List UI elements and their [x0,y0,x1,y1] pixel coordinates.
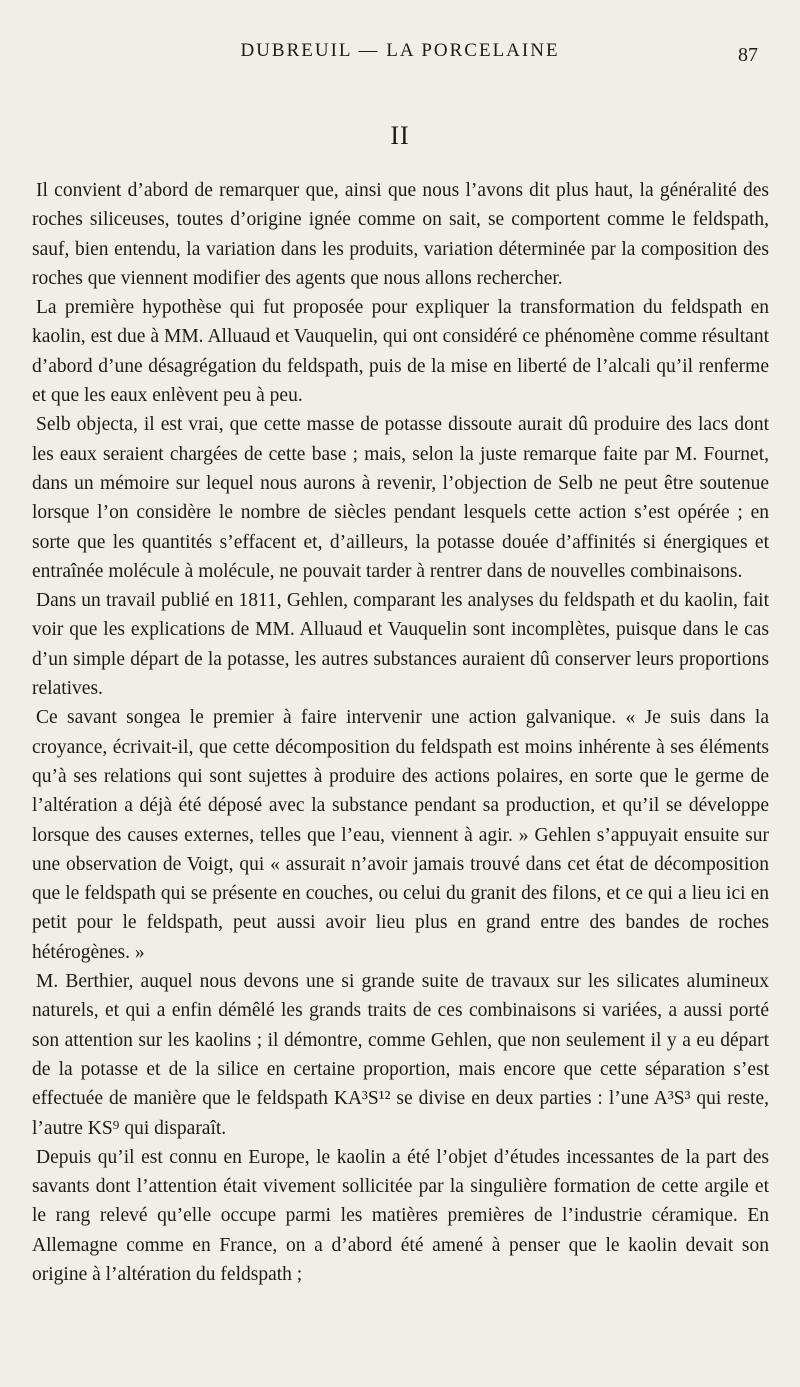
paragraph: Ce savant songea le premier à faire intervenir une action galvanique. « Je suis dans la croyance, écrivait-il, que cette décomposition du feldspath est moins inhérente à ses éléments qu’à ses relations qui sont sujettes à produire des actions polaires, en sorte que le germe de l’altération a déjà été déposé avec la substance pendant sa production, et qu’il se développe lorsque des causes externes, telles que l’eau, viennent à agir. » Gehlen s’appuyait ensuite sur une observation de Voigt, qui « assurait n’avoir jamais trouvé dans cet état de décomposition que le feldspath qui se présente en couches, ou celui du granit des filons, et ce qui a lieu ici en petit pour le feldspath, peut aussi avoir lieu plus en grand entre des bandes de roches hétérogènes. » [32,707,769,963]
running-head [0,40,800,70]
paragraph: M. Berthier, auquel nous devons une si grande suite de travaux sur les silicates alumineux naturels, et qui a enfin démêlé les grands traits de ces combinaisons si variées, a aussi porté son attention sur les kaolins ; il démontre, comme Gehlen, que non seulement il y a eu départ de la potasse et de la silice en certaine proportion, mais encore que cette séparation s’est effectuée de manière que le feldspath KA³S¹² se divise en deux parties : l’une A³S³ qui reste, l’autre KS⁹ qui disparaît. [32,971,769,1139]
paragraph: Depuis qu’il est connu en Europe, le kaolin a été l’objet d’études incessantes de la part des savants dont l’attention était vivement sollicitée par la singulière formation de cette argile et le rang relevé qu’elle occupe parmi les matières premières de l’industrie céramique. En Allemagne comme en France, on a d’abord été amené à penser que le kaolin devait son origine à l’altération du feldspath ; [32,1146,769,1285]
paragraph: Il convient d’abord de remarquer que, ainsi que nous l’avons dit plus haut, la généralité des roches siliceuses, toutes d’origine ignée comme on sait, se comportent comme le feldspath, sauf, bien entendu, la variation dans les produits, variation déterminée par la composition des roches que viennent modifier des agents que nous allons rechercher. [32,180,769,289]
body-text [32,176,769,1289]
page-number: 87 [738,44,758,66]
paragraph: La première hypothèse qui fut proposée pour expliquer la transformation du feldspath en kaolin, est due à MM. Alluaud et Vauquelin, qui ont considéré ce phénomène comme résultant d’abord d’une désagrégation du feldspath, puis de la mise en liberté de l’alcali qu’il renferme et que les eaux enlèvent peu à peu. [32,297,769,407]
paragraph: Selb objecta, il est vrai, que cette masse de potasse dissoute aurait dû produire des lacs dont les eaux seraient chargées de cette base ; mais, selon la juste remarque faite par M. Fournet, dans un mémoire sur lequel nous aurons à revenir, l’objection de Selb ne peut être soutenue lorsque l’on considère le nombre de siècles pendant lesquels cette action s’est opérée ; en sorte que les quantités s’effacent et, d’ailleurs, la potasse douée d’affinités si énergiques et entraînée molécule à molécule, ne pouvait tarder à rentrer dans de nouvelles combinaisons. [32,414,769,582]
running-title: DUBREUIL — LA PORCELAINE [240,40,560,61]
paragraph: Dans un travail publié en 1811, Gehlen, comparant les analyses du feldspath et du kaolin, fait voir que les explications de MM. Alluaud et Vauquelin sont incomplètes, puisque dans le cas d’un simple départ de la potasse, les autres substances auraient dû conserver leurs proportions relatives. [32,590,769,700]
section-heading: II [390,121,410,150]
